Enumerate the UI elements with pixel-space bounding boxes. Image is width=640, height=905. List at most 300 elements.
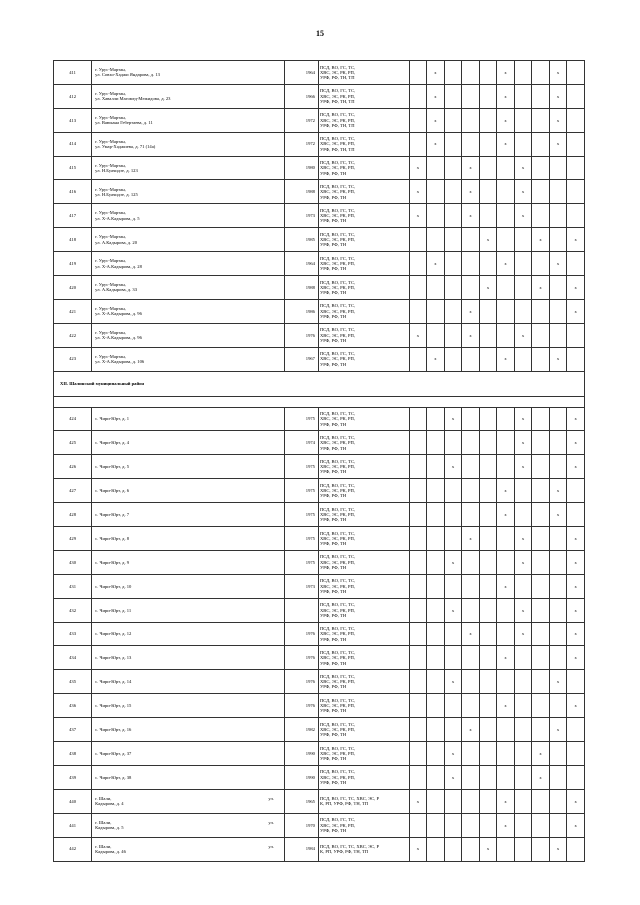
mark-cell <box>462 84 480 108</box>
mark-cell <box>427 180 445 204</box>
address-line-2: Кадырова, д. 4 <box>95 801 124 807</box>
mark-x: х <box>574 464 577 470</box>
address-line-1: с. Чири-Юрт, д. 11 <box>95 607 132 613</box>
mark-x: х <box>434 260 437 266</box>
mark-cell <box>567 574 585 598</box>
year-cell: 1973 <box>284 204 318 228</box>
mark-cell <box>427 204 445 228</box>
mark-cell <box>427 84 445 108</box>
works-cell <box>318 574 409 598</box>
mark-cell <box>497 646 515 670</box>
works-cell <box>318 299 409 323</box>
mark-x: х <box>556 141 560 147</box>
address-line-1: с. Чири-Юрт, д. 15 <box>95 703 132 709</box>
address-line-2: ул. А.Кадырова, д. 20 <box>95 239 138 245</box>
mark-x: х <box>434 93 437 99</box>
address-line-1: с. Чири-Юрт, д. 6 <box>95 488 130 494</box>
address-cell <box>92 156 285 180</box>
address-line-1: с. Чири-Юрт, д. 10 <box>95 583 132 589</box>
mark-cell <box>409 646 427 670</box>
mark-x: х <box>469 535 472 541</box>
address-cell <box>92 527 285 551</box>
mark-cell <box>549 503 567 527</box>
mark-cell <box>409 108 427 132</box>
mark-cell <box>514 299 532 323</box>
mark-cell <box>567 276 585 300</box>
spacer-row <box>54 396 585 407</box>
mark-cell <box>514 323 532 347</box>
mark-x: х <box>521 332 525 338</box>
year-cell: 1986 <box>284 299 318 323</box>
table-row <box>54 742 585 766</box>
works-line: ПСД, ВО, ГС, ТС, <box>319 769 356 775</box>
address-line-1: г. Урус-Мартан, <box>95 234 126 240</box>
table-row <box>54 837 585 861</box>
row-number: 442 <box>54 837 92 861</box>
mark-cell <box>567 455 585 479</box>
mark-cell <box>514 503 532 527</box>
mark-cell <box>497 228 515 252</box>
mark-cell <box>567 646 585 670</box>
mark-cell <box>462 276 480 300</box>
table-row <box>54 622 585 646</box>
table-row <box>54 479 585 503</box>
mark-cell <box>549 718 567 742</box>
works-cell <box>318 479 409 503</box>
address-line-2: Кадырова, д. 46 <box>95 849 126 855</box>
address-line-2: ул. Х-А.Кадырова, д. 96 <box>95 311 142 317</box>
year-cell: 1965 <box>284 789 318 813</box>
mark-x: х <box>521 607 525 613</box>
address-cell <box>92 252 285 276</box>
mark-cell <box>532 252 550 276</box>
mark-cell <box>427 813 445 837</box>
works-cell <box>318 813 409 837</box>
mark-cell <box>567 84 585 108</box>
mark-cell <box>514 765 532 789</box>
mark-cell <box>479 550 497 574</box>
mark-cell <box>444 550 462 574</box>
year-cell: 1964 <box>284 61 318 85</box>
address-cell <box>92 813 285 837</box>
mark-cell <box>567 228 585 252</box>
works-line: УРФ, РФ, ТН <box>319 708 347 714</box>
table-row <box>54 598 585 622</box>
address-city: г. Шали, <box>95 843 112 849</box>
row-number: 419 <box>54 252 92 276</box>
works-line: УРФ, РФ, ТН <box>319 732 347 738</box>
mark-cell <box>567 204 585 228</box>
table-row <box>54 431 585 455</box>
mark-cell <box>444 789 462 813</box>
mark-cell <box>497 347 515 371</box>
section-header-row <box>54 371 585 396</box>
address-cell <box>92 407 285 431</box>
mark-cell <box>479 479 497 503</box>
mark-cell <box>497 694 515 718</box>
mark-cell <box>479 455 497 479</box>
works-line: ХВС, ЭС, РК, РП, <box>319 213 356 219</box>
mark-cell <box>427 837 445 861</box>
works-cell <box>318 622 409 646</box>
mark-cell <box>532 646 550 670</box>
works-cell <box>318 431 409 455</box>
mark-cell <box>409 622 427 646</box>
mark-cell <box>549 323 567 347</box>
works-line: ХВС, ЭС, РК, РП, <box>319 535 356 541</box>
mark-cell <box>427 156 445 180</box>
mark-cell <box>409 84 427 108</box>
row-number: 414 <box>54 132 92 156</box>
address-cell <box>92 61 285 85</box>
mark-cell <box>479 503 497 527</box>
mark-cell <box>497 204 515 228</box>
works-line: ХВС, ЭС, РК, РП, <box>319 69 356 75</box>
mark-cell <box>514 670 532 694</box>
year-cell: 1982 <box>284 718 318 742</box>
mark-x: х <box>469 726 472 732</box>
mark-x: х <box>521 559 525 565</box>
mark-cell <box>409 431 427 455</box>
mark-cell <box>514 622 532 646</box>
address-line-2: ул. Н.Буачидзе, д. 125 <box>95 191 138 197</box>
table-row <box>54 694 585 718</box>
works-line: ХВС, ЭС, РК, РП, <box>319 631 356 637</box>
mark-cell <box>479 574 497 598</box>
year-cell: 1975 <box>284 479 318 503</box>
mark-cell <box>444 228 462 252</box>
year-cell: 1975 <box>284 455 318 479</box>
mark-cell <box>567 431 585 455</box>
mark-cell <box>409 407 427 431</box>
works-line: ПСД, ВО, ГС, ТС, <box>319 183 356 189</box>
mark-cell <box>532 180 550 204</box>
mark-cell <box>549 646 567 670</box>
works-line: ХВС, ЭС, РК, РП, <box>319 655 356 661</box>
mark-cell <box>532 323 550 347</box>
year-cell: 1970 <box>284 813 318 837</box>
mark-cell <box>409 252 427 276</box>
works-line: УРФ, РФ, ТН <box>319 565 347 571</box>
mark-cell <box>567 550 585 574</box>
mark-cell <box>497 527 515 551</box>
row-number: 437 <box>54 718 92 742</box>
row-number: 422 <box>54 323 92 347</box>
row-number: 417 <box>54 204 92 228</box>
mark-cell <box>427 455 445 479</box>
mark-x: х <box>574 440 577 446</box>
address-cell <box>92 84 285 108</box>
year-cell: 1975 <box>284 550 318 574</box>
mark-cell <box>532 742 550 766</box>
works-line: ХВС, ЭС, РК, РП, <box>319 703 356 709</box>
mark-cell <box>549 407 567 431</box>
works-line: ХВС, ЭС, РК, РП, <box>319 488 356 494</box>
mark-cell <box>462 180 480 204</box>
works-line: ПСД, ВО, ГС, ТС, <box>319 649 356 655</box>
mark-cell <box>462 765 480 789</box>
mark-cell <box>479 61 497 85</box>
year-cell: 1976 <box>284 323 318 347</box>
address-cell <box>92 503 285 527</box>
works-line: УРФ, РФ, ТН <box>319 194 347 200</box>
mark-cell <box>549 61 567 85</box>
address-line-2: ул. Хавалли Магомед-Межидова, д. 23 <box>95 96 171 102</box>
mark-cell <box>444 622 462 646</box>
mark-x: х <box>451 607 455 613</box>
mark-cell <box>514 574 532 598</box>
address-cell <box>92 670 285 694</box>
address-cell <box>92 646 285 670</box>
mark-cell <box>444 276 462 300</box>
address-line-1: г. Урус-Мартан, <box>95 91 126 97</box>
mark-x: х <box>574 559 577 565</box>
mark-cell <box>462 694 480 718</box>
table-row <box>54 228 585 252</box>
mark-x: х <box>539 284 542 290</box>
mark-x: х <box>504 655 507 661</box>
works-line: ХВС, ЭС, РК, РП, <box>319 332 356 338</box>
works-cell <box>318 789 409 813</box>
mark-cell <box>479 742 497 766</box>
mark-cell <box>567 132 585 156</box>
mark-cell <box>549 479 567 503</box>
table-row <box>54 204 585 228</box>
mark-cell <box>549 252 567 276</box>
mark-cell <box>444 431 462 455</box>
works-line: УРФ, РФ, ТН <box>319 684 347 690</box>
mark-cell <box>497 252 515 276</box>
mark-cell <box>427 742 445 766</box>
mark-cell <box>479 156 497 180</box>
works-line: ХВС, ЭС, РК, РП, <box>319 284 356 290</box>
works-line: ПСД, ВО, ГС, ТС, <box>319 482 356 488</box>
works-line: ПСД, ВО, ГС, ТС, <box>319 434 356 440</box>
mark-cell <box>462 132 480 156</box>
spacer-cell <box>54 396 585 407</box>
table-row <box>54 503 585 527</box>
mark-cell <box>427 694 445 718</box>
mark-cell <box>497 180 515 204</box>
mark-x: х <box>504 141 507 147</box>
mark-cell <box>444 574 462 598</box>
year-cell: 1976 <box>284 622 318 646</box>
mark-x: х <box>434 356 437 362</box>
address-city: г. Шали, <box>95 795 112 801</box>
mark-x: х <box>434 141 437 147</box>
mark-x: х <box>574 607 577 613</box>
works-cell <box>318 108 409 132</box>
works-cell <box>318 765 409 789</box>
mark-cell <box>462 455 480 479</box>
address-cell <box>92 765 285 789</box>
works-line: УРФ, РФ, ТН <box>319 660 347 666</box>
mark-cell <box>427 765 445 789</box>
works-line: ХВС, ЭС, РК, РП, <box>319 559 356 565</box>
works-line: УРФ, РФ, ТН, ТП <box>319 146 355 152</box>
mark-x: х <box>539 237 542 243</box>
mark-cell <box>462 228 480 252</box>
mark-cell <box>444 765 462 789</box>
mark-cell <box>497 789 515 813</box>
mark-cell <box>532 299 550 323</box>
mark-cell <box>514 598 532 622</box>
mark-cell <box>549 108 567 132</box>
row-number: 430 <box>54 550 92 574</box>
works-cell <box>318 252 409 276</box>
address-cell <box>92 299 285 323</box>
works-line: ПСД, ВО, ГС, ТС, <box>319 207 356 213</box>
address-cell <box>92 718 285 742</box>
year-cell: 1975 <box>284 407 318 431</box>
table-row <box>54 407 585 431</box>
address-line-1: г. Урус-Мартан, <box>95 162 126 168</box>
mark-cell <box>532 622 550 646</box>
table-row <box>54 550 585 574</box>
table-row <box>54 276 585 300</box>
mark-cell <box>514 479 532 503</box>
mark-cell <box>567 742 585 766</box>
mark-cell <box>462 503 480 527</box>
address-line-1: с. Чири-Юрт, д. 14 <box>95 679 132 685</box>
address-line-2: ул. Н.Буачидзе, д. 123 <box>95 168 138 173</box>
year-cell: 1973 <box>284 574 318 598</box>
address-line-2: ул. Ваюкана Гебертаева, д. 11 <box>95 120 153 126</box>
mark-cell <box>479 813 497 837</box>
mark-x: х <box>539 750 542 756</box>
mark-cell <box>427 299 445 323</box>
works-line: УРФ, РФ, ТН <box>319 337 347 343</box>
year-cell: 1967 <box>284 347 318 371</box>
mark-cell <box>479 837 497 861</box>
mark-x: х <box>451 464 455 470</box>
mark-cell <box>497 598 515 622</box>
mark-cell <box>532 132 550 156</box>
mark-cell <box>427 252 445 276</box>
address-cell <box>92 455 285 479</box>
address-cell <box>92 574 285 598</box>
mark-x: х <box>556 93 560 99</box>
address-cell <box>92 276 285 300</box>
works-line: УРФ, РФ, ТН <box>319 421 347 427</box>
mark-cell <box>409 574 427 598</box>
mark-cell <box>444 694 462 718</box>
mark-cell <box>532 479 550 503</box>
address-line-1: с. Чири-Юрт, д. 8 <box>95 535 130 541</box>
mark-cell <box>462 299 480 323</box>
mark-cell <box>567 765 585 789</box>
table-row <box>54 108 585 132</box>
mark-cell <box>497 431 515 455</box>
works-cell <box>318 742 409 766</box>
mark-cell <box>462 156 480 180</box>
mark-x: х <box>504 703 507 709</box>
works-line: ХВС, ЭС, РК, РП, <box>319 237 356 243</box>
mark-x: х <box>521 535 525 541</box>
mark-cell <box>409 718 427 742</box>
works-line: УРФ, РФ, ТН <box>319 756 347 762</box>
year-cell: 1974 <box>284 431 318 455</box>
works-cell <box>318 837 409 861</box>
mark-cell <box>532 694 550 718</box>
mark-cell <box>427 550 445 574</box>
mark-cell <box>479 299 497 323</box>
works-line: ПСД, ВО, ГС, ТС, <box>319 745 356 751</box>
mark-cell <box>532 108 550 132</box>
works-line: ХВС, ЭС, РК, РП, <box>319 440 356 446</box>
mark-cell <box>514 156 532 180</box>
row-number: 423 <box>54 347 92 371</box>
address-line-1: с. Чири-Юрт, д. 38 <box>95 774 132 780</box>
address-street-prefix: ул. <box>268 843 274 849</box>
mark-cell <box>462 789 480 813</box>
mark-cell <box>567 718 585 742</box>
mark-x: х <box>486 237 490 243</box>
address-line-2: ул. Х-А.Кадырова, д. 96 <box>95 335 142 341</box>
works-line: УРФ, РФ, ТН <box>319 588 347 594</box>
mark-cell <box>549 299 567 323</box>
mark-cell <box>462 204 480 228</box>
mark-x: х <box>451 679 455 685</box>
address-line-2: ул. А.Кадырова, д. 33 <box>95 287 138 293</box>
works-line: УРФ, РФ, ТН <box>319 517 347 523</box>
mark-x: х <box>521 165 525 171</box>
works-line: УРФ, РФ, ТН, ТП <box>319 122 355 128</box>
works-line: ХВС, ЭС, РК, РП, <box>319 750 356 756</box>
mark-x: х <box>574 237 577 243</box>
mark-cell <box>444 108 462 132</box>
mark-cell <box>427 670 445 694</box>
mark-x: х <box>521 440 525 446</box>
mark-cell <box>444 407 462 431</box>
address-street-prefix: ул. <box>268 819 274 825</box>
mark-cell <box>409 670 427 694</box>
mark-cell <box>549 837 567 861</box>
mark-cell <box>462 61 480 85</box>
works-line: ПСД, ВО, ГС, ТС, <box>319 351 356 357</box>
works-line: ХВС, ЭС, РК, РП, <box>319 141 356 147</box>
works-cell <box>318 550 409 574</box>
mark-cell <box>549 742 567 766</box>
mark-cell <box>444 718 462 742</box>
year-cell: 1990 <box>284 765 318 789</box>
address-line-1: г. Урус-Мартан, <box>95 210 126 216</box>
mark-cell <box>567 407 585 431</box>
row-number: 416 <box>54 180 92 204</box>
mark-cell <box>462 323 480 347</box>
mark-cell <box>567 813 585 837</box>
mark-cell <box>409 789 427 813</box>
mark-x: х <box>556 846 560 852</box>
mark-x: х <box>556 117 560 123</box>
mark-cell <box>549 598 567 622</box>
mark-cell <box>567 622 585 646</box>
mark-x: х <box>574 583 577 589</box>
mark-cell <box>549 132 567 156</box>
mark-x: х <box>486 284 490 290</box>
mark-cell <box>409 742 427 766</box>
works-cell <box>318 527 409 551</box>
works-line: ПСД, ВО, ГС, ТС, <box>319 279 356 285</box>
mark-x: х <box>556 511 560 517</box>
mark-cell <box>549 622 567 646</box>
address-cell <box>92 479 285 503</box>
mark-cell <box>514 252 532 276</box>
mark-cell <box>497 323 515 347</box>
address-cell <box>92 622 285 646</box>
works-cell <box>318 132 409 156</box>
mark-cell <box>409 455 427 479</box>
